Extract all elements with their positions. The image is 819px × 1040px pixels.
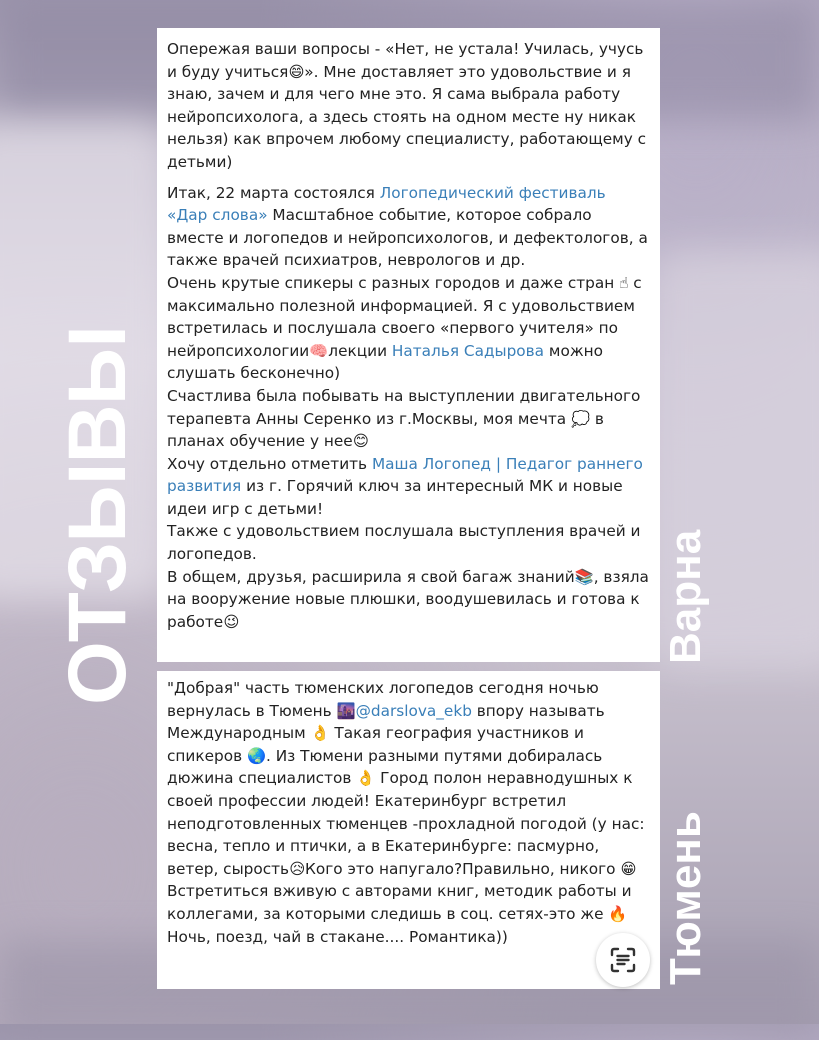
- festival-link[interactable]: Логопедический фестиваль «Дар слова»: [167, 183, 606, 225]
- review-paragraph: Опережая ваши вопросы - «Нет, не устала! Училась, учусь и буду учиться😄». Мне доставляет это удовольствие и я знаю, зачем и для чего мне это. Я сама выбрала работу нейропсихолога, а здесь стоять на одном месте ну никак нельзя) как впрочем любому специалисту, работающему с детьми): [167, 40, 647, 171]
- city-label-tyumen: Тюмень: [661, 811, 710, 985]
- person-link[interactable]: Наталья Садырова: [391, 341, 545, 360]
- masha-link[interactable]: Маша Логопед | Педагог раннего развития: [167, 454, 643, 496]
- mention-link[interactable]: @darslova_ekb: [355, 701, 472, 720]
- review-card-tyumen: [157, 671, 660, 989]
- city-label-varna: Варна: [661, 529, 710, 664]
- review-paragraph: Ночь, поезд, чай в стакане.... Романтика)): [167, 927, 508, 946]
- review-paragraph: "Добрая" часть тюменских логопедов сегодня ночью вернулась в Тюмень 🌆@darslova_ekb впору называть Международным 👌 Такая география участников и спикеров 🌏. Из Тюмени разными путями добиралась дюжина специалистов 👌 Город полон неравнодушных к своей профессии людей! Екатеринбург встретил неподготовленных тюменцев -прохладной погодой (у нас: весна, тепло и птички, а в Екатеринбурге: пасмурно, ветер, сырость😥Кого это напугало?Правильно, никого 😁Встретиться вживую с авторами книг, методик работы и коллегами, за которыми следишь в соц. сетях-это же 🔥: [167, 679, 645, 923]
- review-card-varna: [157, 28, 660, 662]
- text-scan-icon: [609, 946, 637, 974]
- review-paragraph: В общем, друзья, расширила я свой багаж знаний📚, взяла на вооружение новые плюшки, воодушевилась и готова к работе😉: [167, 567, 649, 631]
- review-paragraph: Хочу отдельно отметить Маша Логопед | Педагог раннего развития из г. Горячий ключ за интересный МК и новые идеи игр с детьми!: [167, 454, 643, 518]
- review-paragraph: Итак, 22 марта состоялся Логопедический фестиваль «Дар слова» Масштабное событие, которое собрало вместе и логопедов и нейропсихологов, и дефектологов, а также врачей психиатров, неврологов и др.: [167, 183, 648, 270]
- review-paragraph: Очень крутые спикеры с разных городов и даже стран ☝ с максимально полезной информацией. Я с удовольствием встретилась и послушала своего «первого учителя» по нейропсихологии🧠лекции Наталья Садырова можно слушать бесконечно): [167, 273, 642, 383]
- text-scan-button[interactable]: [596, 933, 650, 987]
- review-paragraph: Счастлива была побывать на выступлении двигательного терапевта Анны Серенко из г.Москвы, моя мечта 💭 в планах обучение у нее😊: [167, 386, 641, 451]
- side-title: ОТЗЫВЫ: [52, 325, 143, 705]
- review-paragraph: Также с удовольствием послушала выступления врачей и логопедов.: [167, 522, 641, 564]
